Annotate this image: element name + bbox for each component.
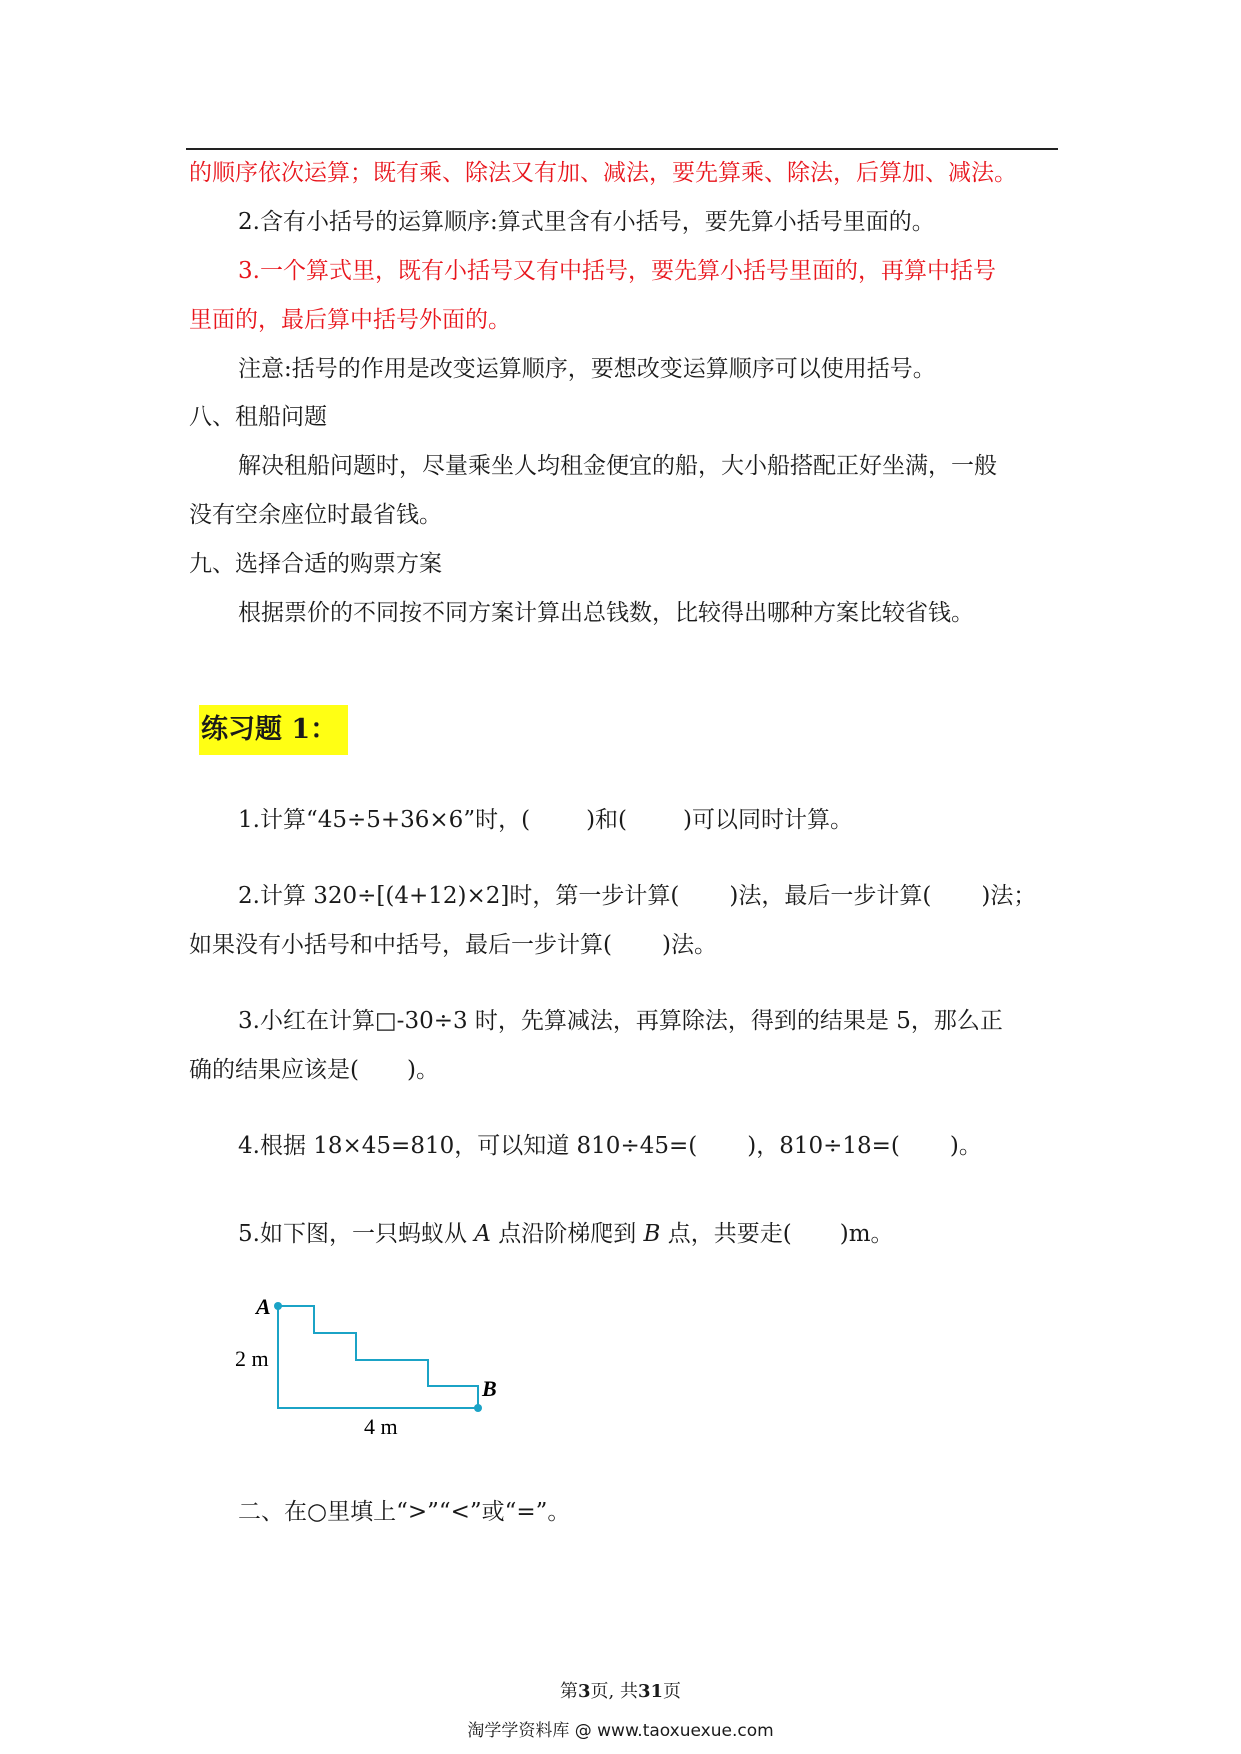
section9-text: 根据票价的不同按不同方案计算出总钱数，比较得出哪种方案比较省钱。 — [238, 600, 974, 626]
note-attention: 注意:括号的作用是改变运算顺序，要想改变运算顺序可以使用括号。 — [238, 356, 936, 382]
question-2-cont: 如果没有小括号和中括号，最后一步计算( )法。 — [189, 932, 717, 958]
question-3-cont: 确的结果应该是( )。 — [189, 1057, 439, 1083]
point-a-dot — [274, 1302, 282, 1310]
point-b-dot — [474, 1404, 482, 1412]
question-4: 4.根据 18×45=810，可以知道 810÷45=( )，810÷18=( )。 — [238, 1133, 982, 1159]
note-parentheses: 2.含有小括号的运算顺序:算式里含有小括号，要先算小括号里面的。 — [238, 209, 935, 235]
header-rule — [186, 148, 1058, 150]
footer-site: 淘学学资料库 @ www.taoxuexue.com — [467, 1721, 774, 1741]
figure-label-a: A — [256, 1294, 271, 1319]
point-a-label: A — [474, 1221, 491, 1247]
question-1: 1.计算“45÷5+36×6”时，( )和( )可以同时计算。 — [238, 807, 853, 833]
note-brackets-line2: 里面的，最后算中括号外面的。 — [189, 307, 511, 333]
note-brackets-line1: 3.一个算式里，既有小括号又有中括号，要先算小括号里面的，再算中括号 — [238, 258, 996, 284]
question-5: 5.如下图，一只蚂蚁从 A 点沿阶梯爬到 B 点，共要走( )m。 — [238, 1221, 894, 1247]
figure-height-label: 2 m — [235, 1346, 269, 1371]
section8-text2: 没有空余座位时最省钱。 — [189, 502, 442, 528]
figure-width-label: 4 m — [364, 1414, 398, 1439]
section9-heading: 九、选择合适的购票方案 — [189, 551, 442, 577]
page-number: 第3页, 共31页 — [559, 1681, 682, 1702]
question-3: 3.小红在计算□-30÷3 时，先算减法，再算除法，得到的结果是 5，那么正 — [238, 1008, 1003, 1034]
figure-label-b: B — [482, 1376, 497, 1401]
staircase-outline — [278, 1306, 478, 1408]
question-2: 2.计算 320÷[(4+12)×2]时，第一步计算( )法，最后一步计算( )法； — [238, 883, 1037, 909]
section8-heading: 八、租船问题 — [189, 404, 327, 430]
part-2-heading: 二、在○里填上“>”“<”或“=”。 — [238, 1499, 571, 1525]
point-b-label: B — [643, 1221, 661, 1247]
staircase-figure — [230, 1290, 510, 1450]
exercise-title: 练习题 1： — [199, 705, 348, 755]
note-line-order: 的顺序依次运算；既有乘、除法又有加、减法，要先算乘、除法，后算加、减法。 — [189, 160, 1017, 186]
section8-text1: 解决租船问题时，尽量乘坐人均租金便宜的船，大小船搭配正好坐满，一般 — [238, 453, 997, 479]
